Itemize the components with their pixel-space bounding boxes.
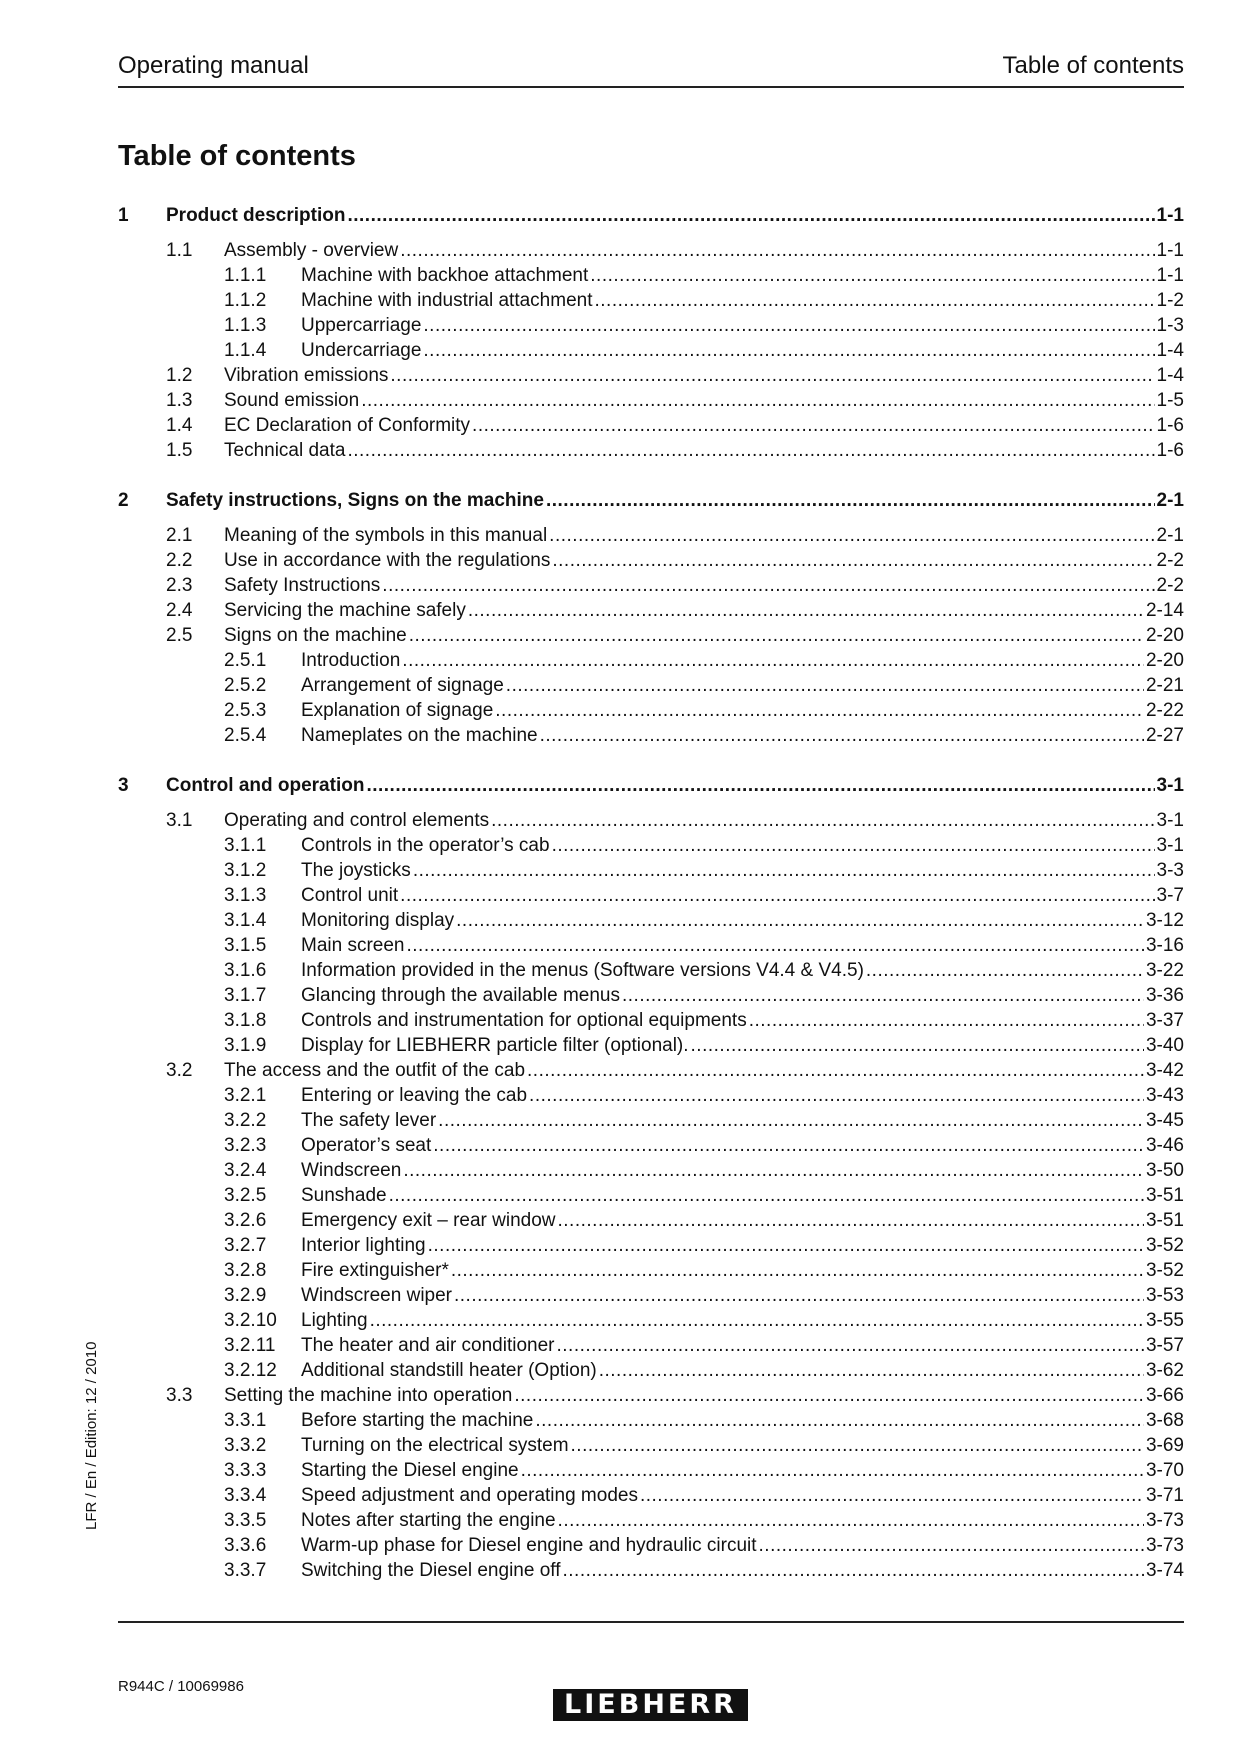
toc-entry-number: 3.2.8 [224, 1260, 267, 1281]
toc-entry-title: Switching the Diesel engine off [301, 1560, 561, 1581]
toc-entry-title: Operating and control elements [224, 810, 490, 831]
dot-leader [390, 363, 1154, 388]
toc-entry-title: Uppercarriage [301, 315, 422, 336]
toc-entry-3-2-3[interactable] [118, 1133, 1184, 1158]
toc-entry-3-2-8[interactable] [118, 1258, 1184, 1283]
toc-entry-title: Sound emission [224, 390, 360, 411]
toc-entry-number: 1.1.2 [224, 290, 267, 311]
toc-entry-3-3[interactable] [118, 1383, 1184, 1408]
toc-entry-page: 3-52 [1145, 1235, 1184, 1256]
toc-entry-3-2-1[interactable] [118, 1083, 1184, 1108]
toc-entry-number: 3.3.2 [224, 1435, 267, 1456]
toc-entry-3-2-6[interactable] [118, 1208, 1184, 1233]
dot-leader [468, 598, 1144, 623]
toc-entry-2-5-3[interactable] [118, 698, 1184, 723]
toc-entry-title: The access and the outfit of the cab [224, 1060, 526, 1081]
toc-entry-1[interactable] [118, 203, 1184, 228]
toc-entry-page: 3-1 [1156, 835, 1184, 856]
toc-entry-title: Use in accordance with the regulations [224, 550, 551, 571]
toc-entry-title: Starting the Diesel engine [301, 1460, 519, 1481]
toc-entry-page: 2-2 [1156, 575, 1184, 596]
liebherr-logo: LIEBHERR [553, 1689, 748, 1721]
toc-entry-title: Setting the machine into operation [224, 1385, 513, 1406]
toc-entry-title: Product description [166, 205, 346, 226]
toc-entry-title: Information provided in the menus (Software versions V4.4 & V4.5) [301, 960, 864, 981]
dot-leader [571, 1433, 1144, 1458]
toc-entry-3-1-4[interactable] [118, 908, 1184, 933]
toc-entry-1-1-4[interactable] [118, 338, 1184, 363]
dot-leader [413, 858, 1155, 883]
dot-leader [527, 1058, 1144, 1083]
dot-leader [407, 933, 1144, 958]
toc-entry-number: 3.3.3 [224, 1460, 267, 1481]
dot-leader [622, 983, 1144, 1008]
toc-entry-page: 3-66 [1145, 1385, 1184, 1406]
dot-leader [599, 1358, 1144, 1383]
dot-leader [472, 413, 1154, 438]
dot-leader [361, 388, 1154, 413]
toc-entry-number: 3.2.2 [224, 1110, 267, 1131]
dot-leader [402, 648, 1144, 673]
toc-entry-number: 1.1 [166, 240, 193, 261]
toc-entry-number: 2.5.1 [224, 650, 267, 671]
toc-entry-page: 2-2 [1156, 550, 1184, 571]
header-right-label: Table of contents [1002, 52, 1184, 79]
toc-entry-page: 3-68 [1145, 1410, 1184, 1431]
toc-entry-title: Controls and instrumentation for optional equipments [301, 1010, 747, 1031]
toc-entry-number: 3.2.1 [224, 1085, 267, 1106]
dot-leader [423, 313, 1154, 338]
dot-leader [506, 673, 1144, 698]
toc-entry-title: Additional standstill heater (Option) [301, 1360, 597, 1381]
toc-entry-page: 3-22 [1145, 960, 1184, 981]
toc-entry-title: Introduction [301, 650, 401, 671]
dot-leader [389, 1183, 1144, 1208]
dot-leader [640, 1483, 1144, 1508]
toc-entry-title: Emergency exit – rear window [301, 1210, 556, 1231]
toc-entry-title: Controls in the operator’s cab [301, 835, 550, 856]
toc-entry-page: 3-73 [1145, 1535, 1184, 1556]
toc-entry-3-2-9[interactable] [118, 1283, 1184, 1308]
toc-entry-number: 1.1.3 [224, 315, 267, 336]
toc-entry-3-2-2[interactable] [118, 1108, 1184, 1133]
toc-entry-page: 3-3 [1156, 860, 1184, 881]
toc-entry-page: 3-7 [1156, 885, 1184, 906]
toc-entry-number: 3.1.5 [224, 935, 267, 956]
toc-entry-title: Monitoring display [301, 910, 455, 931]
toc-entry-title: Control unit [301, 885, 399, 906]
dot-leader [451, 1258, 1144, 1283]
toc-entry-page: 3-37 [1145, 1010, 1184, 1031]
toc-entry-3-3-6[interactable] [118, 1533, 1184, 1558]
toc-entry-page: 1-1 [1156, 205, 1184, 226]
toc-entry-number: 3.2.5 [224, 1185, 267, 1206]
toc-entry-3-2[interactable] [118, 1058, 1184, 1083]
toc-entry-page: 3-51 [1145, 1185, 1184, 1206]
toc-entry-page: 3-1 [1156, 810, 1184, 831]
toc-entry-number: 1.3 [166, 390, 193, 411]
toc-entry-number: 3.2.10 [224, 1310, 277, 1331]
toc-entry-1-1[interactable] [118, 238, 1184, 263]
toc-entry-page: 3-51 [1145, 1210, 1184, 1231]
dot-leader [400, 883, 1154, 908]
dot-leader [535, 1408, 1144, 1433]
toc-entry-page: 2-14 [1145, 600, 1184, 621]
dot-leader [749, 1008, 1144, 1033]
page-header [118, 52, 1184, 88]
dot-leader [590, 263, 1154, 288]
toc-entry-title: Windscreen [301, 1160, 402, 1181]
toc-entry-page: 1-6 [1156, 440, 1184, 461]
toc-entry-1-1-3[interactable] [118, 313, 1184, 338]
dot-leader [456, 908, 1144, 933]
dot-leader [529, 1083, 1144, 1108]
toc-entry-number: 3.2.11 [224, 1335, 276, 1356]
toc-entry-3-2-10[interactable] [118, 1308, 1184, 1333]
toc-entry-3-3-3[interactable] [118, 1458, 1184, 1483]
toc-entry-3-2-7[interactable] [118, 1233, 1184, 1258]
toc-entry-page: 3-46 [1145, 1135, 1184, 1156]
toc-entry-number: 1.1.1 [224, 265, 267, 286]
toc-entry-number: 3.3.4 [224, 1485, 267, 1506]
dot-leader [759, 1533, 1144, 1558]
toc-entry-title: Lighting [301, 1310, 368, 1331]
toc-entry-3-1-6[interactable] [118, 958, 1184, 983]
toc-entry-2-5-1[interactable] [118, 648, 1184, 673]
toc-entry-1-1-1[interactable] [118, 263, 1184, 288]
toc-entry-page: 2-21 [1145, 675, 1184, 696]
toc-entry-title: Operator’s seat [301, 1135, 432, 1156]
toc-entry-2-4[interactable] [118, 598, 1184, 623]
toc-entry-number: 2.5.4 [224, 725, 267, 746]
toc-entry-number: 3.1.7 [224, 985, 267, 1006]
toc-entry-number: 2.5.2 [224, 675, 267, 696]
toc-entry-title: Glancing through the available menus [301, 985, 620, 1006]
toc-entry-page: 3-16 [1145, 935, 1184, 956]
dot-leader [594, 288, 1154, 313]
toc-entry-page: 2-22 [1145, 700, 1184, 721]
dot-leader [347, 438, 1154, 463]
toc-entry-title: Sunshade [301, 1185, 387, 1206]
toc-entry-title: Arrangement of signage [301, 675, 504, 696]
toc-entry-title: Technical data [224, 440, 346, 461]
toc-entry-number: 3.3.7 [224, 1560, 267, 1581]
toc-entry-title: Speed adjustment and operating modes [301, 1485, 638, 1506]
toc-entry-3-2-11[interactable] [118, 1333, 1184, 1358]
toc-entry-title: Control and operation [166, 775, 365, 796]
dot-leader [409, 623, 1144, 648]
dot-leader [552, 548, 1154, 573]
toc-entry-page: 3-70 [1145, 1460, 1184, 1481]
toc-entry-number: 3.3.5 [224, 1510, 267, 1531]
toc-entry-1-5[interactable] [118, 438, 1184, 463]
header-left-label: Operating manual [118, 52, 309, 79]
toc-entry-page: 1-1 [1156, 240, 1184, 261]
dot-leader [403, 1158, 1144, 1183]
edition-note: LFR / En / Edition: 12 / 2010 [83, 1341, 100, 1530]
dot-leader [546, 488, 1155, 513]
dot-leader [347, 203, 1154, 228]
toc-entry-3-2-5[interactable] [118, 1183, 1184, 1208]
toc-entry-3-3-5[interactable] [118, 1508, 1184, 1533]
footer-divider [118, 1621, 1184, 1623]
toc-entry-number: 1 [118, 205, 129, 226]
toc-entry-number: 3.1.9 [224, 1035, 267, 1056]
toc-entry-page: 1-2 [1156, 290, 1184, 311]
toc-entry-3-1-8[interactable] [118, 1008, 1184, 1033]
toc-entry-3-1[interactable] [118, 808, 1184, 833]
toc-entry-3-1-7[interactable] [118, 983, 1184, 1008]
toc-entry-number: 3.1.1 [224, 835, 267, 856]
toc-entry-title: Safety instructions, Signs on the machine [166, 490, 544, 511]
toc-entry-page: 3-62 [1145, 1360, 1184, 1381]
toc-entry-title: Machine with backhoe attachment [301, 265, 589, 286]
toc-entry-title: Warm-up phase for Diesel engine and hydraulic circuit [301, 1535, 757, 1556]
dot-leader [370, 1308, 1144, 1333]
toc-entry-title: Notes after starting the engine [301, 1510, 556, 1531]
toc-entry-number: 3.2.3 [224, 1135, 267, 1156]
toc-entry-title: Meaning of the symbols in this manual [224, 525, 548, 546]
dot-leader [495, 698, 1144, 723]
toc-entry-title: Assembly - overview [224, 240, 399, 261]
dot-leader [433, 1133, 1144, 1158]
dot-leader [549, 523, 1154, 548]
toc-entry-number: 3.1.4 [224, 910, 267, 931]
dot-leader [491, 808, 1154, 833]
toc-entry-number: 2.3 [166, 575, 193, 596]
toc-entry-title: Undercarriage [301, 340, 422, 361]
dot-leader [514, 1383, 1144, 1408]
toc-entry-page: 2-1 [1156, 490, 1184, 511]
toc-entry-3-3-1[interactable] [118, 1408, 1184, 1433]
toc-entry-number: 1.2 [166, 365, 193, 386]
toc-entry-3-1-5[interactable] [118, 933, 1184, 958]
toc-entry-number: 3.2 [166, 1060, 193, 1081]
toc-entry-3-1-2[interactable] [118, 858, 1184, 883]
footer-doc-id: R944C / 10069986 [118, 1678, 244, 1695]
toc-entry-title: Fire extinguisher* [301, 1260, 449, 1281]
toc-entry-number: 3.1.3 [224, 885, 267, 906]
toc-entry-page: 3-71 [1145, 1485, 1184, 1506]
toc-entry-page: 3-43 [1145, 1085, 1184, 1106]
toc-entry-page: 3-40 [1145, 1035, 1184, 1056]
toc-entry-page: 3-55 [1145, 1310, 1184, 1331]
toc-entry-page: 1-1 [1156, 265, 1184, 286]
toc-entry-2-5-4[interactable] [118, 723, 1184, 748]
toc-entry-page: 3-50 [1145, 1160, 1184, 1181]
toc-entry-2-5[interactable] [118, 623, 1184, 648]
toc-entry-number: 3.1.2 [224, 860, 267, 881]
toc-entry-page: 1-4 [1156, 365, 1184, 386]
dot-leader [540, 723, 1144, 748]
toc-entry-page: 3-52 [1145, 1260, 1184, 1281]
toc-entry-3-1-3[interactable] [118, 883, 1184, 908]
dot-leader [521, 1458, 1144, 1483]
toc-entry-page: 2-27 [1145, 725, 1184, 746]
dot-leader [366, 773, 1154, 798]
toc-entry-1-4[interactable] [118, 413, 1184, 438]
toc-entry-number: 3.3.1 [224, 1410, 267, 1431]
dot-leader [382, 573, 1154, 598]
toc-entry-number: 3 [118, 775, 129, 796]
toc-entry-page: 3-36 [1145, 985, 1184, 1006]
toc-entry-title: Explanation of signage [301, 700, 494, 721]
dot-leader [557, 1333, 1144, 1358]
dot-leader [552, 833, 1155, 858]
toc-entry-title: Turning on the electrical system [301, 1435, 569, 1456]
dot-leader [691, 1033, 1144, 1058]
toc-entry-title: Interior lighting [301, 1235, 426, 1256]
toc-entry-page: 3-53 [1145, 1285, 1184, 1306]
toc-entry-page: 3-42 [1145, 1060, 1184, 1081]
toc-entry-number: 3.2.7 [224, 1235, 267, 1256]
toc-entry-number: 1.5 [166, 440, 193, 461]
toc-entry-title: Entering or leaving the cab [301, 1085, 528, 1106]
toc-entry-title: EC Declaration of Conformity [224, 415, 471, 436]
toc-entry-number: 2 [118, 490, 129, 511]
toc-entry-number: 1.1.4 [224, 340, 267, 361]
toc-entry-title: Nameplates on the machine [301, 725, 538, 746]
toc-entry-1-3[interactable] [118, 388, 1184, 413]
toc-entry-number: 3.1.8 [224, 1010, 267, 1031]
toc-entry-page: 3-45 [1145, 1110, 1184, 1131]
toc-entry-page: 3-73 [1145, 1510, 1184, 1531]
dot-leader [562, 1558, 1143, 1583]
toc-entry-number: 3.3 [166, 1385, 193, 1406]
toc-entry-title: Safety Instructions [224, 575, 381, 596]
toc-entry-3-1-9[interactable] [118, 1033, 1184, 1058]
toc-entry-3-3-4[interactable] [118, 1483, 1184, 1508]
toc-entry-number: 2.2 [166, 550, 193, 571]
dot-leader [400, 238, 1154, 263]
toc-entry-title: Signs on the machine [224, 625, 407, 646]
toc-entry-2[interactable] [118, 488, 1184, 513]
toc-entry-2-2[interactable] [118, 548, 1184, 573]
toc-entry-number: 2.5.3 [224, 700, 267, 721]
toc-entry-2-3[interactable] [118, 573, 1184, 598]
toc-entry-title: Windscreen wiper [301, 1285, 452, 1306]
dot-leader [428, 1233, 1144, 1258]
toc-entry-title: The safety lever [301, 1110, 437, 1131]
toc-entry-number: 3.1.6 [224, 960, 267, 981]
toc-entry-page: 3-1 [1156, 775, 1184, 796]
toc-entry-number: 3.2.9 [224, 1285, 267, 1306]
dot-leader [454, 1283, 1144, 1308]
toc-entry-page: 3-74 [1145, 1560, 1184, 1581]
toc-entry-number: 2.4 [166, 600, 193, 621]
toc-entry-number: 3.2.4 [224, 1160, 267, 1181]
dot-leader [423, 338, 1154, 363]
toc-entry-3-3-2[interactable] [118, 1433, 1184, 1458]
toc-entry-page: 2-20 [1145, 625, 1184, 646]
page-title: Table of contents [118, 140, 356, 172]
toc-entry-title: Before starting the machine [301, 1410, 534, 1431]
toc-entry-number: 2.1 [166, 525, 193, 546]
toc-entry-page: 1-4 [1156, 340, 1184, 361]
toc-entry-number: 3.2.6 [224, 1210, 267, 1231]
toc-entry-title: Display for LIEBHERR particle filter (optional). [301, 1035, 689, 1056]
toc-entry-page: 2-1 [1156, 525, 1184, 546]
toc-entry-2-1[interactable] [118, 523, 1184, 548]
toc-entry-title: Machine with industrial attachment [301, 290, 593, 311]
toc-entry-3-3-7[interactable] [118, 1558, 1184, 1583]
toc-entry-3[interactable] [118, 773, 1184, 798]
toc-entry-3-1-1[interactable] [118, 833, 1184, 858]
toc-entry-1-1-2[interactable] [118, 288, 1184, 313]
toc-entry-page: 1-5 [1156, 390, 1184, 411]
toc-entry-title: The joysticks [301, 860, 411, 881]
toc-entry-page: 3-12 [1145, 910, 1184, 931]
dot-leader [866, 958, 1144, 983]
toc-entry-title: Vibration emissions [224, 365, 389, 386]
dot-leader [558, 1208, 1144, 1233]
toc-entry-number: 3.3.6 [224, 1535, 267, 1556]
toc-list [118, 203, 1184, 1583]
toc-entry-title: Servicing the machine safely [224, 600, 466, 621]
toc-entry-3-2-4[interactable] [118, 1158, 1184, 1183]
toc-entry-number: 2.5 [166, 625, 193, 646]
toc-entry-title: The heater and air conditioner [301, 1335, 555, 1356]
toc-entry-page: 1-3 [1156, 315, 1184, 336]
toc-entry-2-5-2[interactable] [118, 673, 1184, 698]
toc-entry-page: 1-6 [1156, 415, 1184, 436]
toc-entry-number: 3.1 [166, 810, 193, 831]
toc-entry-number: 1.4 [166, 415, 193, 436]
toc-entry-title: Main screen [301, 935, 405, 956]
toc-entry-page: 3-57 [1145, 1335, 1184, 1356]
toc-entry-3-2-12[interactable] [118, 1358, 1184, 1383]
dot-leader [558, 1508, 1144, 1533]
toc-entry-1-2[interactable] [118, 363, 1184, 388]
toc-entry-page: 3-69 [1145, 1435, 1184, 1456]
toc-entry-number: 3.2.12 [224, 1360, 277, 1381]
dot-leader [438, 1108, 1144, 1133]
toc-entry-page: 2-20 [1145, 650, 1184, 671]
